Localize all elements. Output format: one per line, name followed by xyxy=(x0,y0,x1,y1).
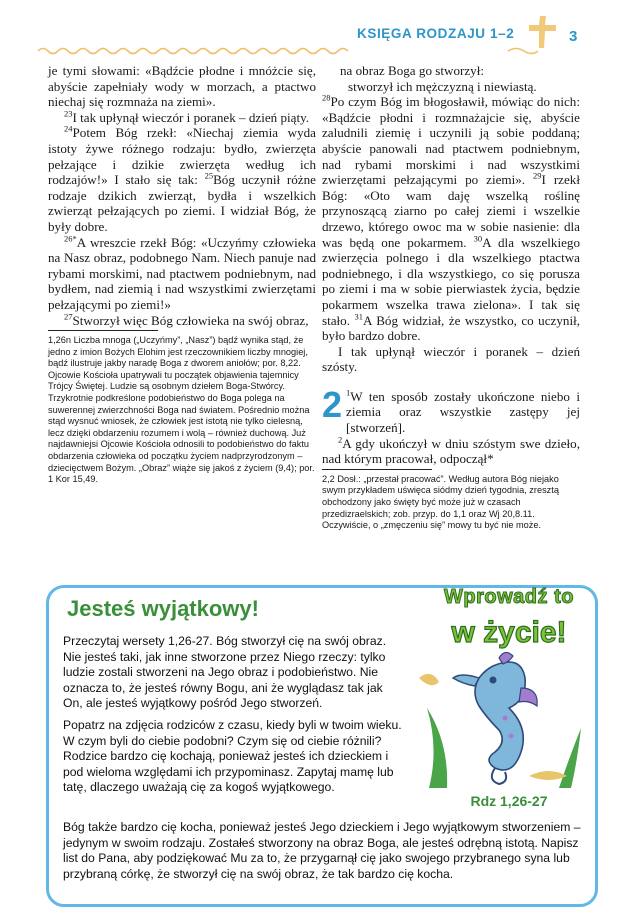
right-column xyxy=(322,63,580,532)
verse-number: 28 xyxy=(322,92,331,103)
box-paragraph: Przeczytaj wersety 1,26-27. Bóg stworzył cię na swój obraz. Nie jesteś taki, jak inne stworzone przez Niego rzeczy: tylko ludzie zostali stworzeni na Jego obraz i podobieństwo. Nie oznacza to, że jesteś równy Bogu, ani że wyglądasz tak jak On, ale jesteś wyjątkowy pośród Jego stworzeń. xyxy=(63,634,387,711)
chapter-start xyxy=(322,383,580,436)
decorative-dotted-line xyxy=(38,46,538,56)
footnote-divider xyxy=(322,469,432,470)
paragraph: $^2$A gdy ukończył w dniu szóstym swe dzieło, nad którym pracował, odpoczął* xyxy=(322,434,580,467)
verse-number: 26* xyxy=(64,233,77,244)
verse-number: 25 xyxy=(204,170,214,181)
box-title: Jesteś wyjątkowy! xyxy=(67,596,259,621)
footnote-divider xyxy=(48,330,158,331)
page-number: 3 xyxy=(569,28,578,45)
verse-number: 23 xyxy=(64,108,73,119)
scripture-reference: Rdz 1,26-27 xyxy=(470,793,548,809)
paragraph: $^{27}$Stworzył więc Bóg człowieka na swój obraz, xyxy=(64,311,309,328)
box-text-wide xyxy=(63,820,588,882)
paragraph: $^{24}$Potem Bóg rzekł: «Niechaj ziemia wyda istoty żywe różnego rodzaju: bydło, zwierzęta pełzające i dzikie zwierzęta według ich rodzajów!» I stało się tak: $^{25}$Bóg uczynił różne rodzaje dzikich zwierząt, bydła i wszelkich zwierząt pełzających po ziemi. I widział Bóg, że były dobre. xyxy=(48,124,316,234)
verse-number: 29 xyxy=(533,170,542,181)
left-column xyxy=(48,63,316,486)
box-paragraph: Bóg także bardzo cię kocha, ponieważ jesteś Jego dzieckiem i Jego wyjątkowym stworzeniem – jedynym w swoim rodzaju. Zostałeś stworzony na obraz Boga, ale jesteś odrębną istotą. Napisz list do Pana, aby podziękować Mu za to, że przygarnął cię jako swojego przybranego syna lub przybraną córkę, że stworzył cię na swój obraz, że tak bardzo cię kocha. xyxy=(63,820,581,881)
poem-line: na obraz Boga go stworzył: xyxy=(340,63,484,78)
paragraph: I tak upłynął wieczór i poranek – dzień szósty. xyxy=(322,343,580,375)
paragraph: $^1$W ten sposób zostały ukończone niebo i ziemia oraz wszystkie zastępy jej [stworzeń]. xyxy=(346,387,580,436)
verse-number: 2 xyxy=(338,434,343,445)
info-box xyxy=(46,585,598,907)
paragraph: $^{26*}$A wreszcie rzekł Bóg: «Uczyńmy człowieka na Nasz obraz, podobnego Nam. Niech panuje nad rybami morskimi, nad ptactwem podniebnym, nad bydłem, nad ziemią i nad wszystkimi zwierzętami pełzającymi po ziemi!» xyxy=(48,233,316,312)
verse-number: 30 xyxy=(473,233,483,244)
paragraph: $^{28}$Po czym Bóg im błogosławił, mówiąc do nich: «Bądźcie płodni i rozmnażajcie się, abyście zaludnili ziemię i uczynili ją sobie poddaną; abyście panowali nad ptactwem podniebnym, nad rybami morskimi i nad wszystkimi zwierzętami pełzającymi po ziemi». $^{29}$I rzekł Bóg: «Oto wam daję wszelką roślinę przynoszącą ziarno po całej ziemi i wszelkie drzewo, którego owoc ma w sobie nasienie: dla was będą one pokarmem. $^{30}$A dla wszelkiego zwierzęcia polnego i dla wszelkiego ptactwa podniebnego, i dla wszystkiego, co się porusza po ziemi i ma w sobie pierwiastek życia, będzie pokarmem wszelka trawa zielona». I tak się stało. $^{31}$A Bóg widział, że wszystko, co uczynił, było bardzo dobre. xyxy=(322,92,581,344)
book-title: KSIĘGA RODZAJU 1–2 xyxy=(357,26,515,41)
footnote: 2,2 Dosł.: „przestał pracować”. Według autora Bóg niejako swym przykładem uświęca siódmy dzień tygodnia, zresztą obchodzony jako święty być może już w czasach przedizraelskich; zob. przyp. do 1,1 oraz Wj 20,8.11. Oczywiście, o „zmęczeniu się” mowy tu być nie może. xyxy=(322,473,559,531)
seahorse-illustration xyxy=(409,648,589,793)
footnote-ref: 1,26n xyxy=(48,335,71,346)
page-header xyxy=(0,0,619,60)
box-text xyxy=(63,634,403,802)
poem-line: stworzył ich mężczyzną i niewiastą. xyxy=(348,78,537,94)
paragraph: je tymi słowami: «Bądźcie płodne i mnóżcie się, abyście zapełniały wody w morzach, a ptactwo niechaj się rozmnaża na ziemi». xyxy=(48,63,316,110)
chapter-number: 2 xyxy=(322,383,343,425)
badge-line-2: w życie! xyxy=(451,616,567,649)
cross-icon xyxy=(526,14,560,50)
verse-number: 27 xyxy=(64,311,73,322)
box-paragraph: Popatrz na zdjęcia rodziców z czasu, kiedy byli w twoim wieku. W czym byli do ciebie podobni? Czym się od ciebie różnili? Rodzice bardzo cię kochają, ponieważ jesteś ich dzieckiem i pod wieloma względami ich przypominasz. Zapytaj mamę lub tatę, dlaczego uważają cię za kogoś wyjątkowego. xyxy=(63,717,402,795)
verse-number: 1 xyxy=(346,387,351,398)
verse-number: 31 xyxy=(354,311,363,322)
footnote: 1,26n Liczba mnoga („Uczyńmy”, „Nasz”) bądź wynika stąd, że jedno z imion Bożych Elohim jest rzeczownikiem liczby mnogiej, bądź ilustruje jakby naradę Boga z dworem aniołów; por. 8,22. Ojcowie Kościoła upatrywali tu początek objawienia tajemnicy Trójcy Świętej. Ludzie są osobnym dziełem Boga-Stwórcy. Trzykrotnie podkreślone podobieństwo do Boga polega na suwerennej zwierzchności Boga nad światem. Pośrednio można stąd wysnuć wniosek, że człowiek jest istotą nie tylko cielesną, lecz dzięki obdarzeniu rozumem i wolą – również duchową. Już najdawniejsi Ojcowie Kościoła odnosili to podobieństwo do faktu obdarzenia człowieka od początku życiem nadprzyrodzonym – dziecięctwem Bożym. „Obraz” wiąże się jakoś z życiem (9,4); por. 1 Kor 15,49. xyxy=(48,335,315,485)
paragraph: $^{23}$I tak upłynął wieczór i poranek – dzień piąty. xyxy=(64,108,310,125)
badge-line-1: Wprowadź to xyxy=(444,586,574,608)
footnote-ref: 2,2 xyxy=(322,473,335,484)
verse-number: 24 xyxy=(64,124,73,135)
